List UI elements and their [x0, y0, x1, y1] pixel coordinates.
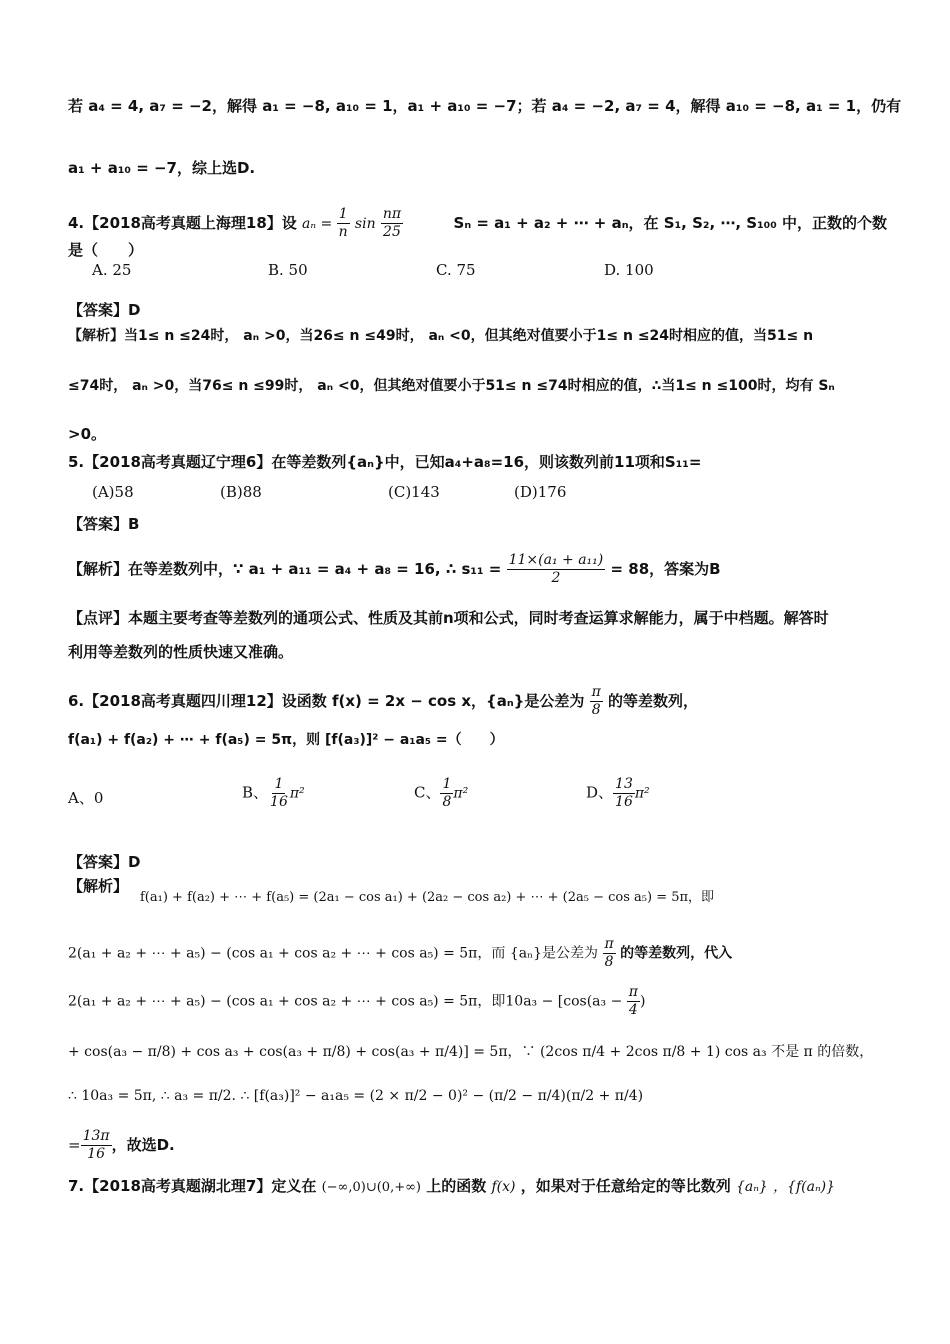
q4-frac2-num: nπ [382, 206, 402, 222]
q4-heading: 4.【2018高考真题上海理18】设 [68, 214, 297, 232]
q6-explanation-1: f(a₁) + f(a₂) + ⋯ + f(a₅) = (2a₁ − cos a₁) + (2a₂ − cos a₂) + ⋯ + (2a₅ − cos a₅) = 5π，即 [140, 890, 715, 905]
q4-frac2-den: 25 [383, 224, 401, 240]
q6-option-b [242, 776, 305, 811]
q4-tail: Sₙ = a₁ + a₂ + ⋯ + aₙ，在 S₁, S₂, ⋯, S₁₀₀ 中，正数的个数 [453, 214, 888, 232]
q5-explanation-post: = 88，答案为B [610, 560, 721, 578]
q4-fraction-2 [381, 206, 403, 241]
q6-answer: 【答案】D [68, 853, 141, 871]
q6-option-c-pre: C、 [414, 783, 441, 802]
q6-option-c [414, 776, 468, 811]
q5-option-b: (B)88 [220, 483, 262, 501]
q4-statement [68, 206, 887, 241]
q6-option-b-post: π² [289, 785, 305, 802]
q5-review-2: 利用等差数列的性质快速又准确。 [68, 643, 294, 661]
q5-frac-num: 11×(a₁ + a₁₁) [508, 552, 604, 568]
q4-option-c: C. 75 [436, 261, 476, 279]
q7-an: {aₙ} [735, 1179, 768, 1195]
q6-explanation-3-pre: 2(a₁ + a₂ + ⋯ + a₅) − (cos a₁ + cos a₂ + ⋯ + cos a₅) = 5π，即10a₃ − [cos(a₃ − [68, 993, 623, 1010]
q7-fx: f(x) [491, 1179, 516, 1195]
q6-explanation-3: 2(a₁ + a₂ + ⋯ + a₅) − (cos a₁ + cos a₂ + ⋯ + cos a₅) = 5π，即10a₃ − [cos(a₃ − $\frac{\pi}{4}$ ) [68, 984, 646, 1018]
q6-option-d-num: 13 [615, 776, 633, 792]
q6-option-d-frac [613, 776, 635, 811]
q4-frac1-num: 1 [338, 206, 348, 222]
q4-an: aₙ = [302, 216, 337, 232]
q6-option-b-den: 16 [270, 794, 288, 810]
q6-option-d-post: π² [634, 785, 650, 802]
q7-statement [68, 1176, 835, 1198]
q4-answer: 【答案】D [68, 301, 141, 319]
q5-explanation-pre: 【解析】在等差数列中，∵ a₁ + a₁₁ = a₄ + a₈ = 16, ∴ s₁₁ = [68, 560, 502, 578]
q6-exp3-pi: π [628, 984, 638, 1000]
q6-explanation-label: 【解析】 [68, 877, 129, 895]
q6-exp3-four: 4 [628, 1002, 638, 1018]
q6-option-a: A、0 [68, 789, 104, 807]
q6-option-b-pre: B、 [242, 783, 269, 802]
q6-result-frac [81, 1128, 112, 1163]
q4-sin: sin [354, 216, 376, 232]
q6-explanation-2-pre: 2(a₁ + a₂ + ⋯ + a₅) − (cos a₁ + cos a₂ + ⋯ + cos a₅) = 5π，而 {aₙ}是公差为 [68, 945, 599, 962]
q4-frac1-den: n [338, 224, 348, 240]
q6-result: = $\frac{13\pi}{16}$ ，故选D. [68, 1128, 175, 1162]
q6-option-b-num: 1 [274, 776, 284, 792]
q6-exp2-eight: 8 [604, 954, 614, 970]
q6-line-2: f(a₁) + f(a₂) + ⋯ + f(a₅) = 5π，则 [f(a₃)]² − a₁a₅ =（ ） [68, 732, 504, 748]
q6-pi: π [591, 684, 601, 700]
q7-fan: ，{f(aₙ)} [773, 1179, 836, 1195]
solution-line-1: 若 a₄ = 4, a₇ = −2，解得 a₁ = −8, a₁₀ = 1，a₁ + a₁₀ = −7；若 a₄ = −2, a₇ = 4，解得 a₁₀ = −8, a₁ = 1，仍有 [68, 97, 902, 115]
q6-exp2-pi: π [604, 936, 614, 952]
q4-explanation-3: >0。 [68, 425, 107, 443]
q5-answer: 【答案】B [68, 515, 140, 533]
q5-explanation [68, 552, 721, 587]
q4-fraction-1 [337, 206, 350, 241]
q7-mid: 上的函数 [426, 1177, 487, 1195]
q4-line-2: 是（ ） [68, 241, 144, 259]
q6-option-c-num: 1 [442, 776, 452, 792]
q5-option-a: (A)58 [92, 483, 134, 501]
q4-option-b: B. 50 [268, 261, 308, 279]
q6-option-c-den: 8 [442, 794, 452, 810]
q6-result-num: 13π [82, 1128, 110, 1144]
q5-statement: 5.【2018高考真题辽宁理6】在等差数列{aₙ}中，已知a₄+a₈=16，则该数列前11项和S₁₁= [68, 453, 702, 471]
q6-exp3-pi-over-4 [627, 984, 640, 1019]
q6-result-post: ，故选D. [111, 1136, 175, 1154]
q5-fraction [507, 552, 606, 587]
q6-result-den: 16 [87, 1146, 105, 1162]
q4-explanation-2: ≤74时， aₙ >0，当76≤ n ≤99时， aₙ <0，但其绝对值要小于51≤ n ≤74时相应的值，∴当1≤ n ≤100时，均有 Sₙ [68, 378, 835, 394]
solution-line-2: a₁ + a₁₀ = −7，综上选D. [68, 159, 256, 177]
q6-explanation-2-post: 的等差数列，代入 [620, 945, 733, 962]
q6-option-c-frac [440, 776, 453, 811]
q6-option-c-post: π² [453, 785, 469, 802]
q6-explanation-2 [68, 936, 732, 971]
q6-option-d-den: 16 [615, 794, 633, 810]
q7-tail: ，如果对于任意给定的等比数列 [520, 1177, 731, 1195]
q6-statement [68, 684, 698, 719]
q6-heading: 6.【2018高考真题四川理12】设函数 f(x) = 2x − cos x，{aₙ}是公差为 [68, 692, 585, 710]
q4-option-a: A. 25 [92, 261, 132, 279]
q6-pi-over-8 [590, 684, 603, 719]
q6-explanation-4: + cos(a₃ − π/8) + cos a₃ + cos(a₃ + π/8) + cos(a₃ + π/4)] = 5π，∵ (2cos π/4 + 2cos π/8 + 1) cos a₃ 不是 π 的倍数， [68, 1044, 874, 1060]
q6-exp2-pi-over-8 [603, 936, 616, 971]
q7-domain: (−∞,0)∪(0,+∞) [321, 1180, 421, 1195]
q6-option-d-pre: D、 [586, 783, 614, 802]
q6-explanation-5: ∴ 10a₃ = 5π, ∴ a₃ = π/2. ∴ [f(a₃)]² − a₁a₅ = (2 × π/2 − 0)² − (π/2 − π/4)(π/2 + π/4) [68, 1088, 644, 1104]
q4-option-d: D. 100 [604, 261, 654, 279]
q5-option-c: (C)143 [388, 483, 440, 501]
q6-eight: 8 [591, 702, 601, 718]
q7-heading: 7.【2018高考真题湖北理7】定义在 [68, 1177, 317, 1195]
q5-option-d: (D)176 [514, 483, 567, 501]
q5-review-1: 【点评】本题主要考查等差数列的通项公式、性质及其前n项和公式，同时考查运算求解能力，属于中档题。解答时 [68, 609, 829, 627]
q4-explanation-1: 【解析】当1≤ n ≤24时， aₙ >0，当26≤ n ≤49时， aₙ <0，但其绝对值要小于1≤ n ≤24时相应的值，当51≤ n [68, 328, 814, 344]
q6-heading-tail: 的等差数列， [608, 692, 699, 710]
q6-option-b-frac [268, 776, 290, 811]
q5-frac-den: 2 [551, 570, 561, 586]
q6-option-d [586, 776, 650, 811]
